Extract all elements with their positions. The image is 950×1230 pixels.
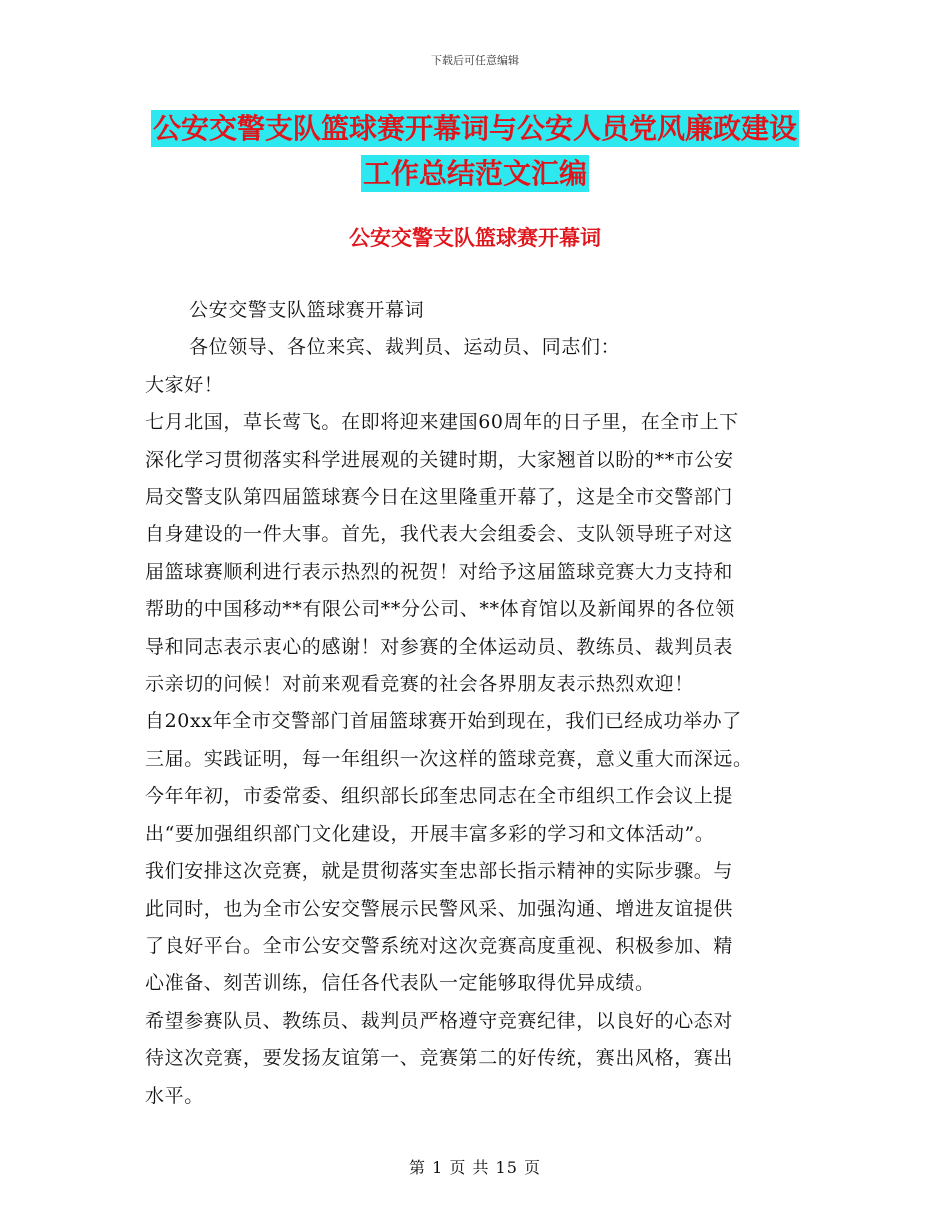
title-highlight-1: 公安交警支队篮球赛开幕词与公安人员党风廉政建设 xyxy=(152,112,797,145)
body-line: 各位领导、各位来宾、裁判员、运动员、同志们： xyxy=(189,336,621,359)
body-line: 了良好平台。全市公安交警系统对这次竞赛高度重视、积极参加、精 xyxy=(145,934,734,957)
body-line: 心准备、刻苦训练，信任各代表队一定能够取得优异成绩。 xyxy=(145,972,655,995)
body-line: 七月北国，草长莺飞。在即将迎来建国60周年的日子里，在全市上下 xyxy=(145,411,739,434)
body-line: 我们安排这次竞赛，就是贯彻落实奎忠部长指示精神的实际步骤。与 xyxy=(145,860,734,883)
body-line: 届篮球赛顺利进行表示热烈的祝贺！对给予这届篮球竞赛大力支持和 xyxy=(145,560,734,583)
body-line: 自身建设的一件大事。首先，我代表大会组委会、支队领导班子对这 xyxy=(145,523,734,546)
body-line: 希望参赛队员、教练员、裁判员严格遵守竞赛纪律，以良好的心态对 xyxy=(145,1009,734,1032)
body-line: 示亲切的问候！对前来观看竞赛的社会各界朋友表示热烈欢迎！ xyxy=(145,673,694,696)
document-body xyxy=(145,292,810,1115)
body-line: 导和同志表示衷心的感谢！对参赛的全体运动员、教练员、裁判员表 xyxy=(145,635,734,658)
body-line: 水平。 xyxy=(145,1084,204,1107)
section-title: 公安交警支队篮球赛开幕词 xyxy=(349,226,601,250)
body-line: 待这次竞赛，要发扬友谊第一、竞赛第二的好传统，赛出风格，赛出 xyxy=(145,1047,734,1070)
document-title-line-1 xyxy=(0,112,950,146)
header-note: 下载后可任意编辑 xyxy=(431,54,519,67)
title-highlight-2: 工作总结范文汇编 xyxy=(362,157,587,190)
body-line: 此同时，也为全市公安交警展示民警风采、加强沟通、增进友谊提供 xyxy=(145,897,734,920)
body-line: 公安交警支队篮球赛开幕词 xyxy=(189,299,425,321)
body-line: 局交警支队第四届篮球赛今日在这里隆重开幕了，这是全市交警部门 xyxy=(145,486,734,509)
body-line: 大家好！ xyxy=(145,373,224,396)
body-line: 三届。实践证明，每一年组织一次这样的篮球竞赛，意义重大而深远。 xyxy=(145,747,753,770)
body-line: 帮助的中国移动**有限公司**分公司、**体育馆以及新闻界的各位领 xyxy=(145,598,735,621)
body-line: 今年年初，市委常委、组织部长邱奎忠同志在全市组织工作会议上提 xyxy=(145,785,734,808)
body-line: 出“要加强组织部门文化建设，开展丰富多彩的学习和文体活动”。 xyxy=(145,822,715,845)
page-footer: 第 1 页 共 15 页 xyxy=(409,1158,541,1177)
body-line: 深化学习贯彻落实科学进展观的关键时期，大家翘首以盼的**市公安 xyxy=(145,448,734,471)
body-line: 自20xx年全市交警部门首届篮球赛开始到现在，我们已经成功举办了 xyxy=(145,710,742,733)
document-title-line-2 xyxy=(0,157,950,191)
